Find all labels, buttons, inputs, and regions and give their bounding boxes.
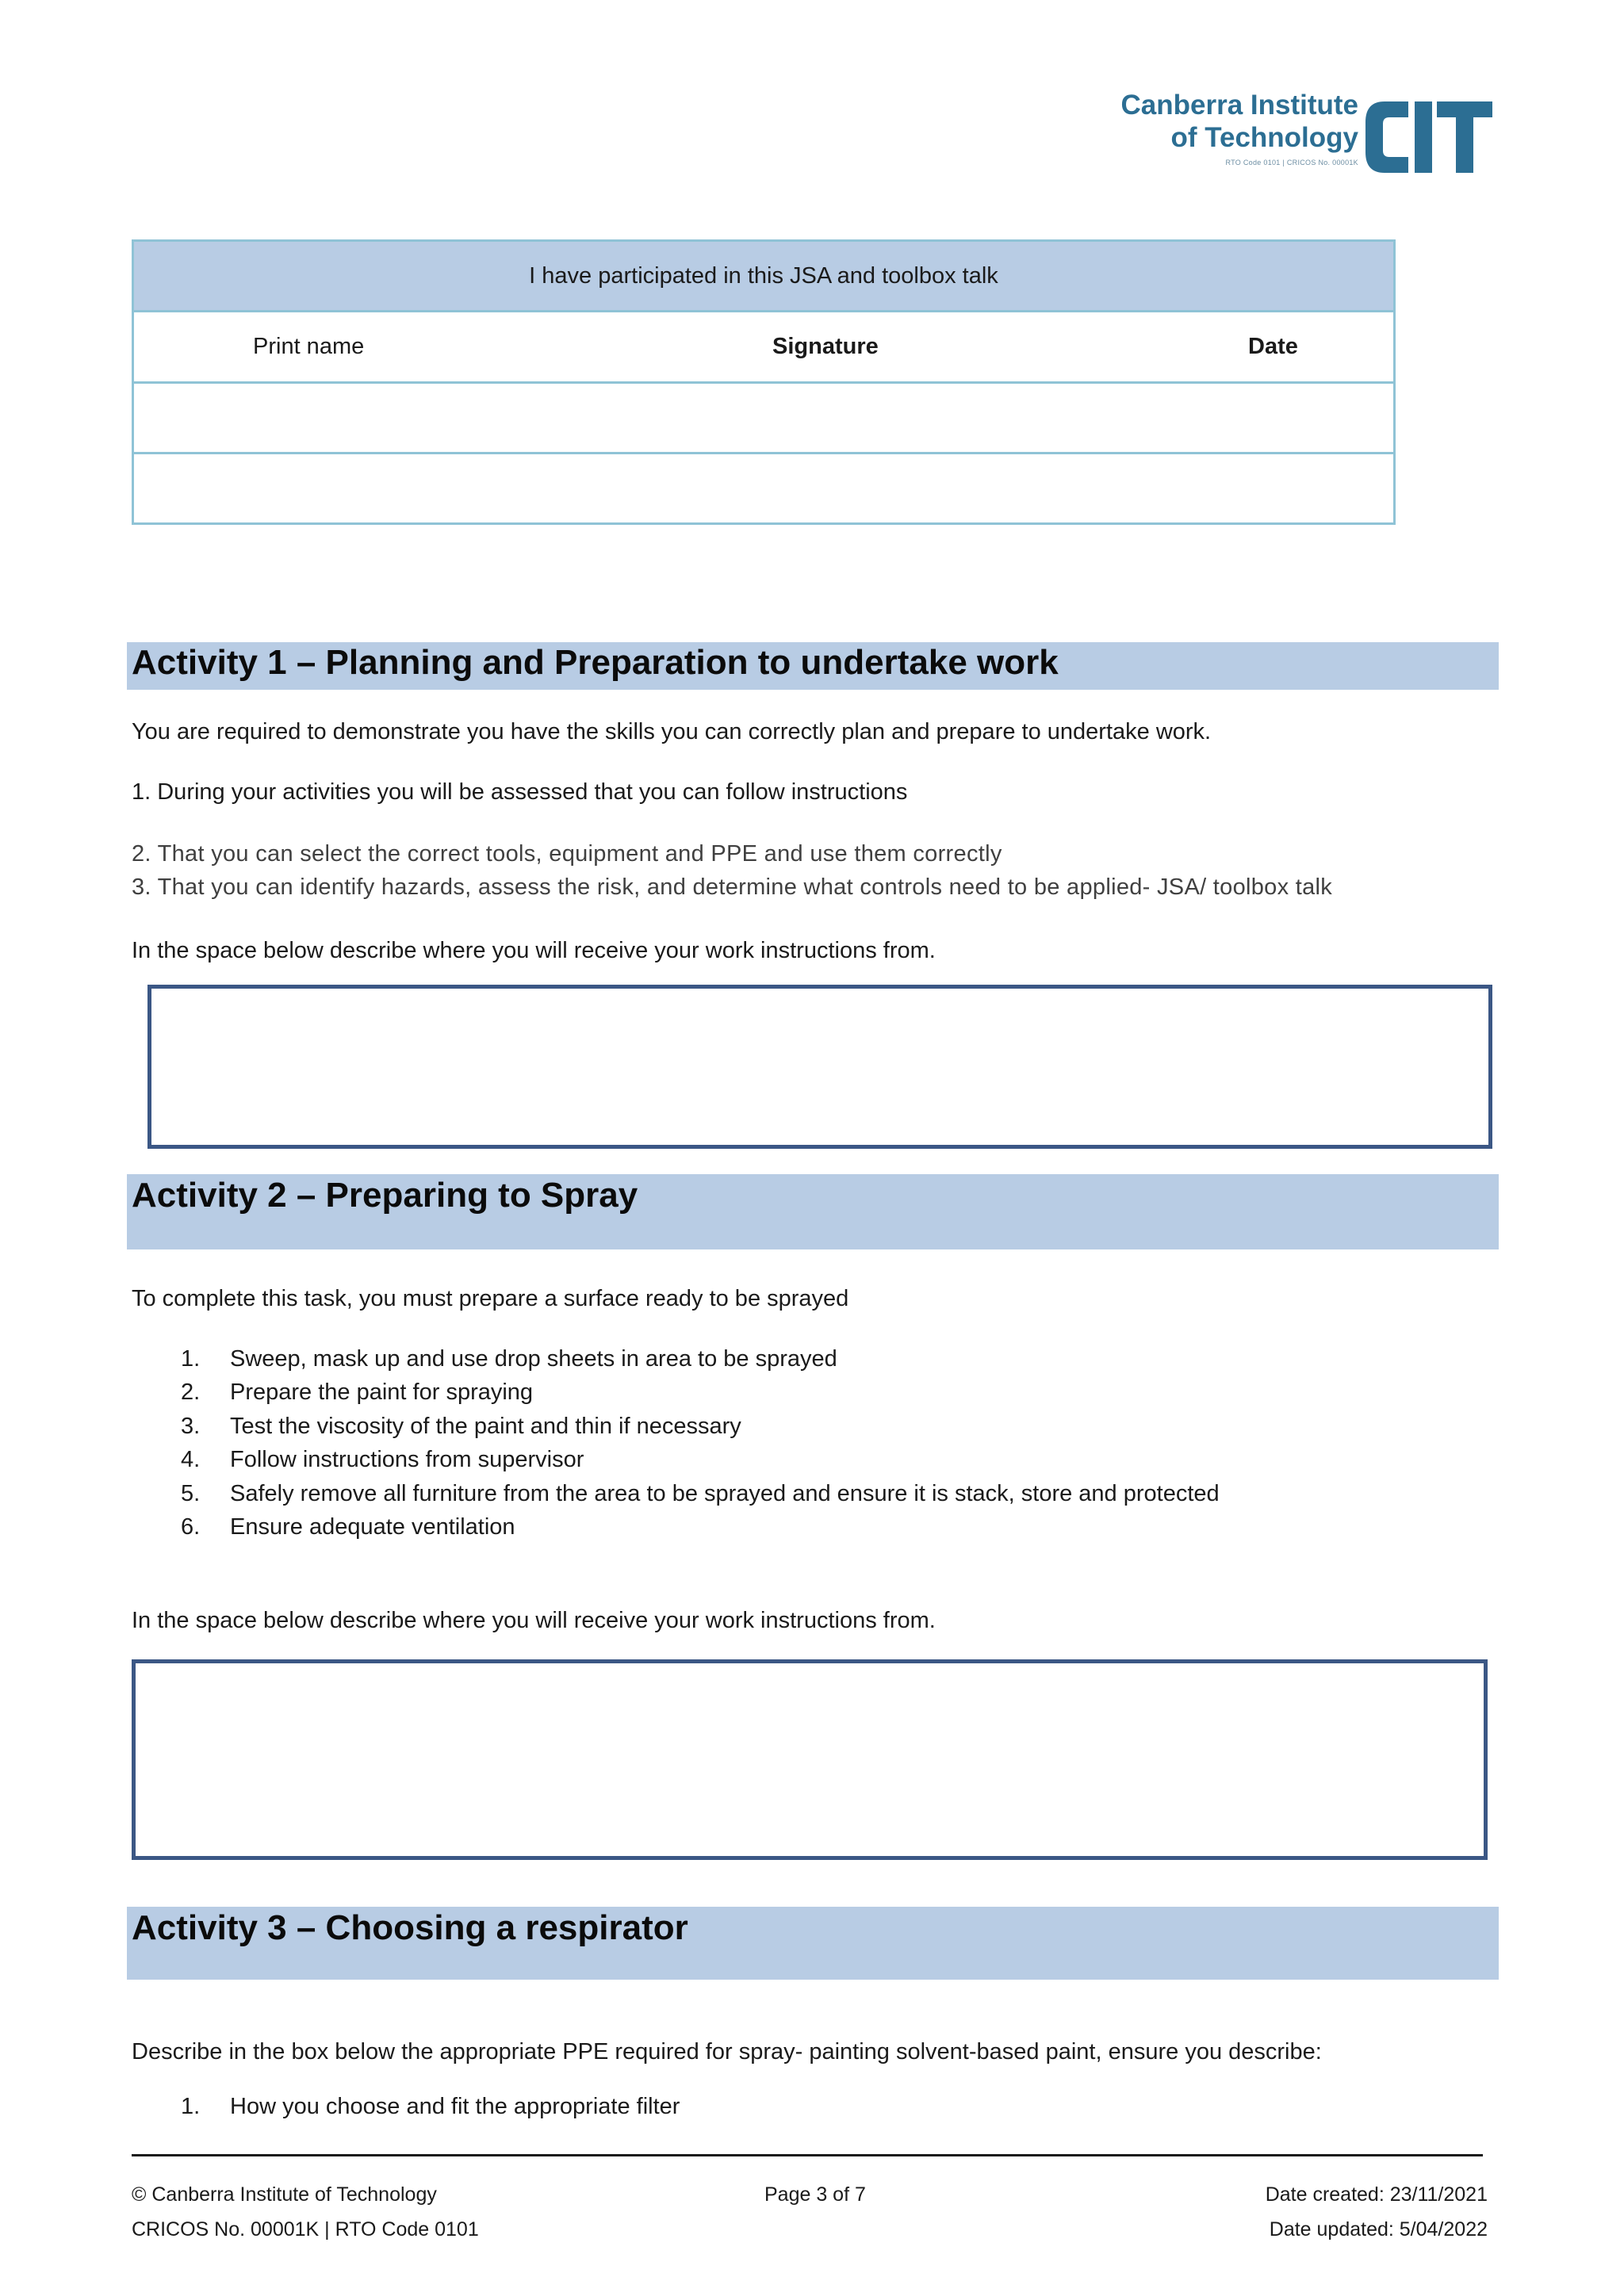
footer-copyright: © Canberra Institute of Technology xyxy=(132,2183,437,2206)
participation-table-header: I have participated in this JSA and toolbox talk xyxy=(134,242,1393,312)
signature-entry-row[interactable] xyxy=(134,384,1393,454)
cit-logo-icon xyxy=(1362,95,1496,179)
activity3-intro: Describe in the box below the appropriate PPE required for spray- painting solvent-based paint, ensure you describe: xyxy=(132,2039,1322,2064)
list-item: 3. Test the viscosity of the paint and thin if necessary xyxy=(181,1413,741,1439)
logo-line-2: of Technology xyxy=(1170,122,1358,153)
list-item: 1. How you choose and fit the appropriate filter xyxy=(181,2093,680,2119)
activity2-step-list xyxy=(181,1342,1220,1544)
activity2-prompt: In the space below describe where you will receive your work instructions from. xyxy=(132,1608,936,1633)
column-print-name: Print name xyxy=(253,334,365,359)
activity2-heading xyxy=(127,1174,1499,1249)
activity2-answer-box[interactable] xyxy=(132,1659,1488,1860)
activity3-step-list xyxy=(181,2090,680,2124)
activity1-item-2: 2. That you can select the correct tools, equipment and PPE and use them correctly xyxy=(132,841,1002,867)
institute-logo-text xyxy=(1121,89,1359,166)
column-date: Date xyxy=(1248,334,1298,359)
logo-line-1: Canberra Institute xyxy=(1120,90,1358,121)
activity1-answer-box[interactable] xyxy=(147,985,1492,1149)
participation-table-columns xyxy=(134,312,1393,384)
list-item: 6. Ensure adequate ventilation xyxy=(181,1514,515,1540)
list-item: 2. Prepare the paint for spraying xyxy=(181,1380,534,1406)
activity3-title: Activity 3 – Choosing a respirator xyxy=(132,1908,688,1947)
signature-entry-row[interactable] xyxy=(134,454,1393,522)
activity1-item-1: 1. During your activities you will be assessed that you can follow instructions xyxy=(132,779,908,805)
footer-date-updated: Date updated: 5/04/2022 xyxy=(1269,2218,1488,2241)
activity1-title: Activity 1 – Planning and Preparation to undertake work xyxy=(132,643,1059,682)
footer-date-created: Date created: 23/11/2021 xyxy=(1265,2183,1488,2206)
footer-page-number: Page 3 of 7 xyxy=(764,2183,866,2206)
list-item: 4. Follow instructions from supervisor xyxy=(181,1447,584,1473)
column-signature: Signature xyxy=(772,334,879,359)
activity2-title: Activity 2 – Preparing to Spray xyxy=(132,1176,638,1215)
list-item: 5. Safely remove all furniture from the area to be sprayed and ensure it is stack, store and protected xyxy=(181,1480,1220,1506)
footer-cricos: CRICOS No. 00001K | RTO Code 0101 xyxy=(132,2218,479,2241)
activity1-item-3: 3. That you can identify hazards, assess the risk, and determine what controls need to be applied- JSA/ toolbox talk xyxy=(132,874,1333,900)
list-item: 1. Sweep, mask up and use drop sheets in area to be sprayed xyxy=(181,1345,837,1372)
activity3-heading xyxy=(127,1907,1499,1980)
activity1-intro: You are required to demonstrate you have the skills you can correctly plan and prepare to undertake work. xyxy=(132,719,1212,744)
activity1-heading xyxy=(127,642,1499,690)
participation-table xyxy=(132,239,1396,525)
activity2-intro: To complete this task, you must prepare a surface ready to be sprayed xyxy=(132,1286,849,1311)
logo-subtitle: RTO Code 0101 | CRICOS No. 00001K xyxy=(1225,159,1358,166)
footer-divider xyxy=(132,2154,1483,2156)
activity1-prompt: In the space below describe where you will receive your work instructions from. xyxy=(132,938,936,963)
